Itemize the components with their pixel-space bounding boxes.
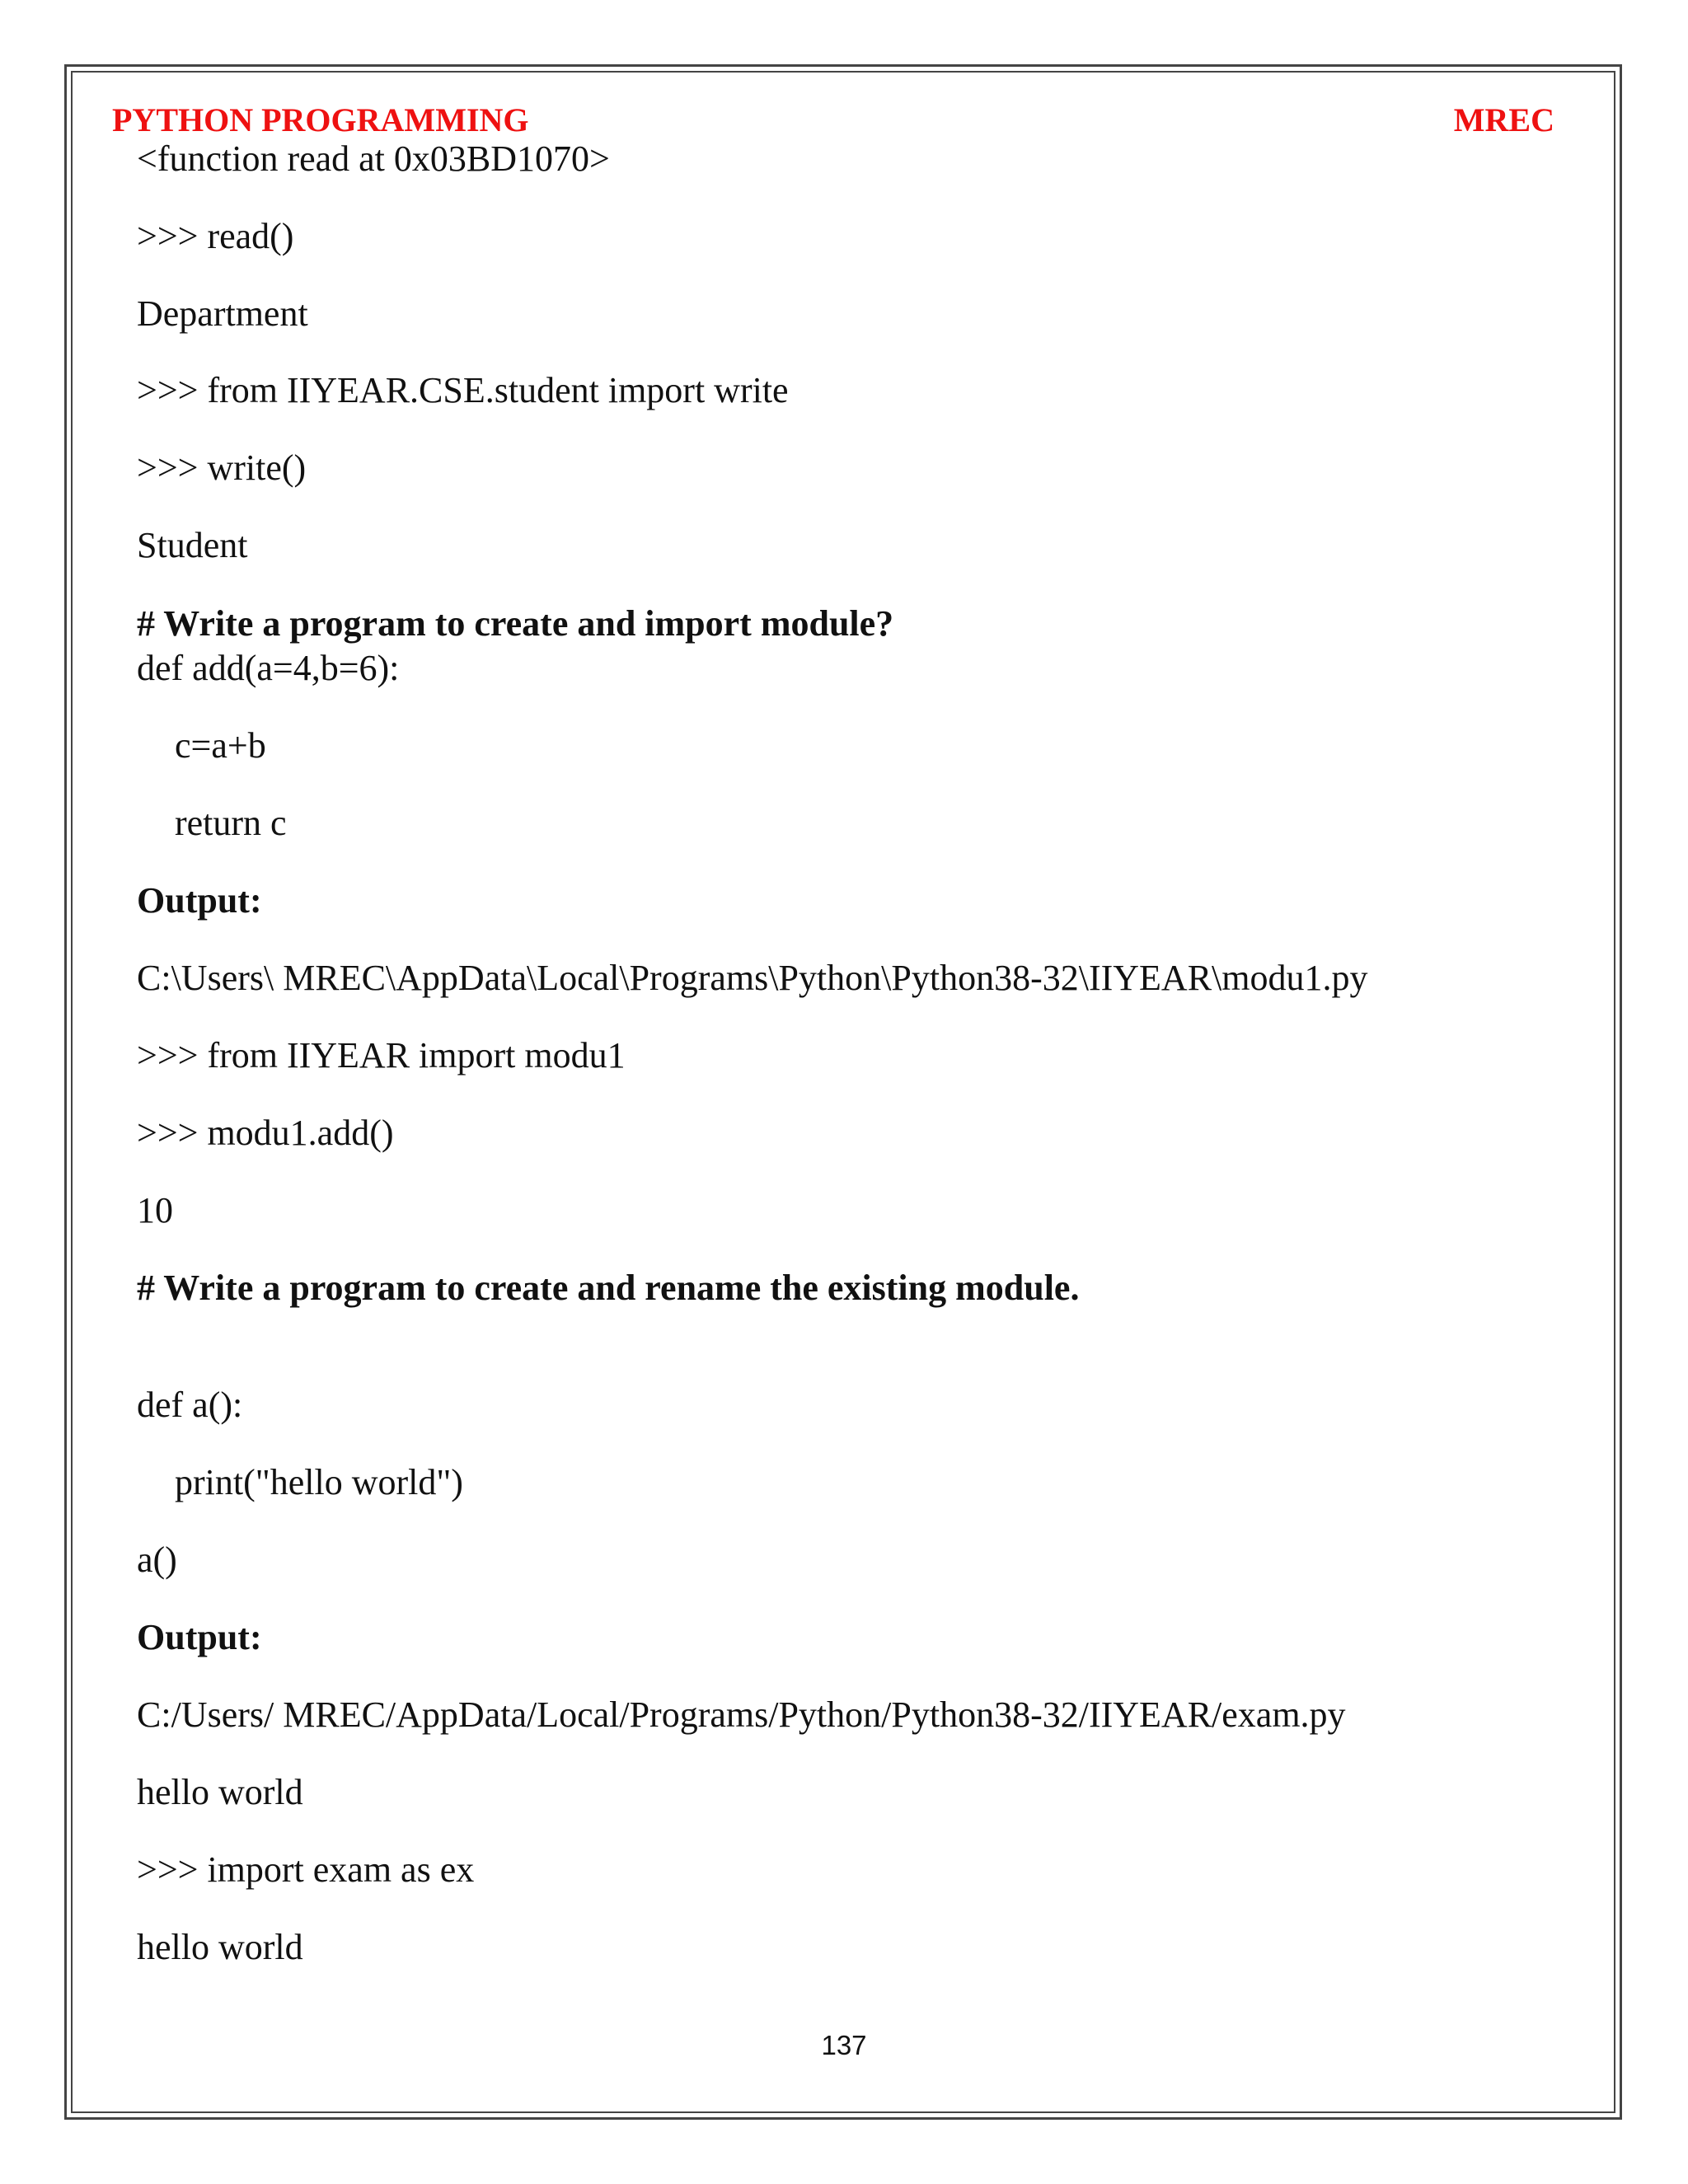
output-label: Output:	[137, 880, 262, 921]
text-line-function-repr: <function read at 0x03BD1070>	[137, 138, 610, 179]
code-line-return: return c	[175, 803, 287, 843]
code-line-print: print("hello world")	[175, 1462, 463, 1502]
code-line-def-add: def add(a=4,b=6):	[137, 648, 400, 688]
code-line-def-a: def a():	[137, 1385, 243, 1425]
text-line-student: Student	[137, 525, 248, 565]
text-line-department: Department	[137, 293, 308, 334]
text-line-import-write: >>> from IIYEAR.CSE.student import write	[137, 370, 789, 410]
code-line-call-a: a()	[137, 1540, 177, 1580]
page-number: 137	[821, 2030, 867, 2060]
text-line-modu1-path: C:\Users\ MREC\AppData\Local\Programs\Python\Python38-32\IIYEAR\modu1.py	[137, 958, 1368, 998]
text-line-import-exam: >>> import exam as ex	[137, 1849, 475, 1890]
code-line-sum: c=a+b	[175, 725, 266, 766]
text-line-read-call: >>> read()	[137, 216, 294, 256]
text-line-import-modu1: >>> from IIYEAR import modu1	[137, 1035, 626, 1076]
text-line-exam-path: C:/Users/ MREC/AppData/Local/Programs/Python/Python38-32/IIYEAR/exam.py	[137, 1694, 1346, 1735]
header-institution: MREC	[1453, 101, 1554, 138]
text-line-result: 10	[137, 1190, 173, 1230]
section-heading-import-module: # Write a program to create and import module?	[137, 603, 894, 644]
section-heading-rename-module: # Write a program to create and rename the existing module.	[137, 1268, 1080, 1308]
text-line-hello-world: hello world	[137, 1772, 303, 1812]
output-label-2: Output:	[137, 1617, 262, 1657]
text-line-add-call: >>> modu1.add()	[137, 1113, 394, 1153]
text-line-write-call: >>> write()	[137, 448, 307, 488]
text-line-hello-world-2: hello world	[137, 1927, 303, 1967]
header-course-title: PYTHON PROGRAMMING	[112, 101, 529, 138]
